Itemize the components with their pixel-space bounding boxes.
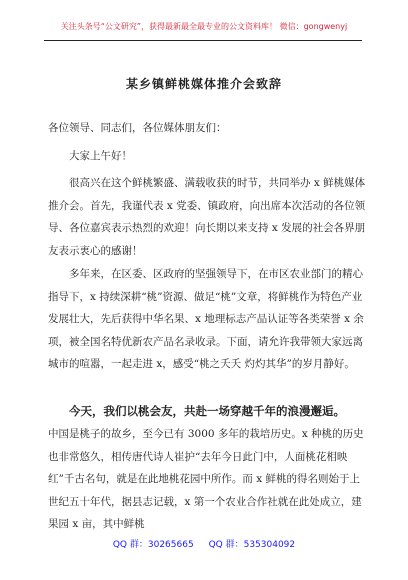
paragraph-1: 很高兴在这个鲜桃繁盛、满载收获的时节，共同举办 x 鲜桃媒体推介会。首先，我谨代表 x 党委、镇政府，向出席本次活动的各位领导、各位嘉宾表示热烈的欢迎！向长期以来支持 x 发展的社会各界朋友表示衷心的感谢！ — [48, 177, 366, 257]
footer — [0, 537, 408, 550]
salutation: 各位领导、同志们，各位媒体朋友们： — [48, 122, 227, 134]
paragraph-2: 多年来，在区委、区政府的坚强领导下，在市区农业部门的精心指导下，x 持续深耕“桃”资源、做足“桃”文章，将鲜桃作为特色产业发展壮大，先后获得中华名果、x 地理标志产品认证等各类荣誉 x 余项，被全国名特优新农产品名录收录。下面，请允许我带领大家远离城市的喧嚣，一起走进 x，感受“桃之夭夭 灼灼其华”的岁月静好。 — [48, 268, 364, 370]
header-divider — [44, 40, 362, 41]
bold-heading: 今天，我们以桃会友，共赴一场穿越千年的浪漫邂逅。 — [69, 404, 345, 418]
greeting: 大家上午好！ — [69, 150, 132, 162]
footer-qq-group-1: QQ 群：30265665 — [112, 540, 194, 550]
footer-qq-group-2: QQ 群：535304092 — [208, 540, 296, 550]
paragraph-3: 中国是桃子的故乡，至今已有 3000 多年的栽培历史。x 种桃的历史也非常悠久，相传唐代诗人崔护“去年今日此门中，人面桃花相映红”千古名句，就是在此地桃花园中所作。而 x 鲜桃的得名则始于上世纪五十年代，据县志记载，x 第一个农业合作社就在此处成立，建果园 x 亩，其中鲜桃 — [48, 428, 364, 530]
header-banner: 关注头条号“公文研究”，获得最新最全最专业的公文资料库！ 微信：gongwenyj — [60, 22, 348, 31]
document-title: 某乡镇鲜桃媒体推介会致辞 — [125, 77, 282, 91]
